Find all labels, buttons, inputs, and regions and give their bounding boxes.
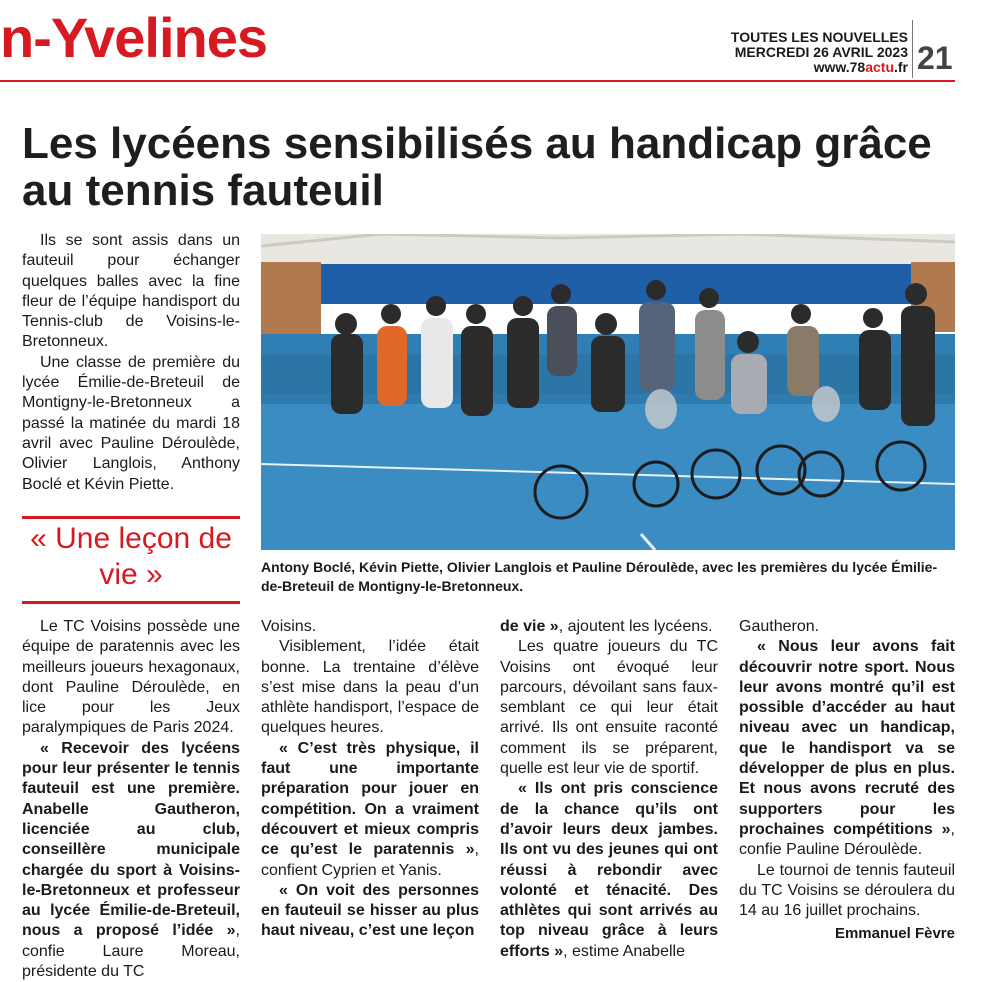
paragraph: Visiblement, l’idée était bonne. La trentaine d’élève s’est mise dans la peau d’un athlète handisport, l’espace de quelques heures. xyxy=(261,638,479,737)
article-column-3 xyxy=(500,617,718,962)
publication-name: TOUTES LES NOUVELLES xyxy=(730,29,908,45)
intro-paragraph: Une classe de première du lycée Émilie-de-Breteuil de Montigny-le-Bretonneux a passé la matinée du mardi 18 avril avec Pauline Déroulède, Olivier Langlois, Anthony Boclé et Kévin Piette. xyxy=(22,353,240,493)
paragraph: « Ils ont pris conscience de la chance qu’ils ont d’avoir leurs deux jambes. Ils ont vu des jeunes qui ont réussi à rebondir avec volonté et ténacité. Des athlètes qui sont arrivés au top niveau grâce à leurs efforts », estime Anabelle xyxy=(500,780,718,960)
website-url[interactable]: www.78actu.fr xyxy=(813,59,908,75)
paragraph: Gautheron. xyxy=(739,618,820,635)
publication-date: MERCREDI 26 AVRIL 2023 xyxy=(734,44,908,60)
article-photo xyxy=(261,234,955,550)
pull-quote: « Une leçon de vie » xyxy=(30,522,232,591)
publication-info xyxy=(731,30,908,75)
page-number: 21 xyxy=(917,40,953,76)
paragraph: « Recevoir des lycéens pour leur présenter le tennis fauteuil est une première. Anabelle Gautheron, licenciée au club, conseillère municipale chargée du sport à Voisins-le-Bretonneux et professeur au lycée Émilie-de-Breteuil, nous a proposé l’idée », confie Laure Moreau, présidente du TC xyxy=(22,739,240,981)
intro-paragraph: Ils se sont assis dans un fauteuil pour échanger quelques balles avec la fine fleur de l’équipe handisport du Tennis-club de Voisins-le-Bretonneux. xyxy=(22,232,240,351)
article-headline: Les lycéens sensibilisés au handicap grâce au tennis fauteuil xyxy=(22,119,932,215)
group-photo-illustration xyxy=(261,234,955,550)
header-divider xyxy=(912,20,913,78)
paragraph: Les quatre joueurs du TC Voisins ont évoqué leur parcours, dévoilant sans faux-semblant ce qui leur était arrivé. Ils ont ensuite raconté comment ils se préparent, quelle est leur vie de sportif. xyxy=(500,638,718,778)
article-column-2 xyxy=(261,617,479,942)
paragraph: de vie », ajoutent les lycéens. xyxy=(500,618,713,635)
paragraph: Le tournoi de tennis fauteuil du TC Voisins se déroulera du 14 au 16 juillet prochains. xyxy=(739,861,955,920)
photo-caption: Antony Boclé, Kévin Piette, Olivier Langlois et Pauline Déroulède, avec les premières du lycée Émilie-de-Breteuil de Montigny-le-Bretonneux. xyxy=(261,559,938,594)
pull-quote-rule-top xyxy=(22,516,240,519)
paragraph: « C’est très physique, il faut une importante préparation pour jouer en compétition. On a vraiment découvert et mieux compris ce qu’est le paratennis », confient Cyprien et Yanis. xyxy=(261,739,479,879)
header-rule xyxy=(0,80,955,82)
paragraph: « Nous leur avons fait découvrir notre sport. Nous leur avons montré qu’il est possible d’accéder au haut niveau avec un handicap, que le handisport va se développer de plus en plus. Et nous avons recruté des supporters pour les prochaines compétitions », confie Pauline Déroulède. xyxy=(739,638,955,859)
article-intro xyxy=(22,231,240,495)
article-column-1 xyxy=(22,617,240,982)
section-title: n-Yvelines xyxy=(0,6,268,69)
article-column-4 xyxy=(739,617,955,921)
paragraph: Le TC Voisins possède une équipe de paratennis avec les meilleurs joueurs hexagonaux, dont Pauline Déroulède, en lice pour les Jeux paralympiques de Paris 2024. xyxy=(22,618,240,737)
paragraph: Voisins. xyxy=(261,618,317,635)
pull-quote-rule-bottom xyxy=(22,601,240,604)
author-signature: Emmanuel Fèvre xyxy=(834,925,955,942)
paragraph: « On voit des personnes en fauteuil se hisser au plus haut niveau, c’est une leçon xyxy=(261,881,479,940)
